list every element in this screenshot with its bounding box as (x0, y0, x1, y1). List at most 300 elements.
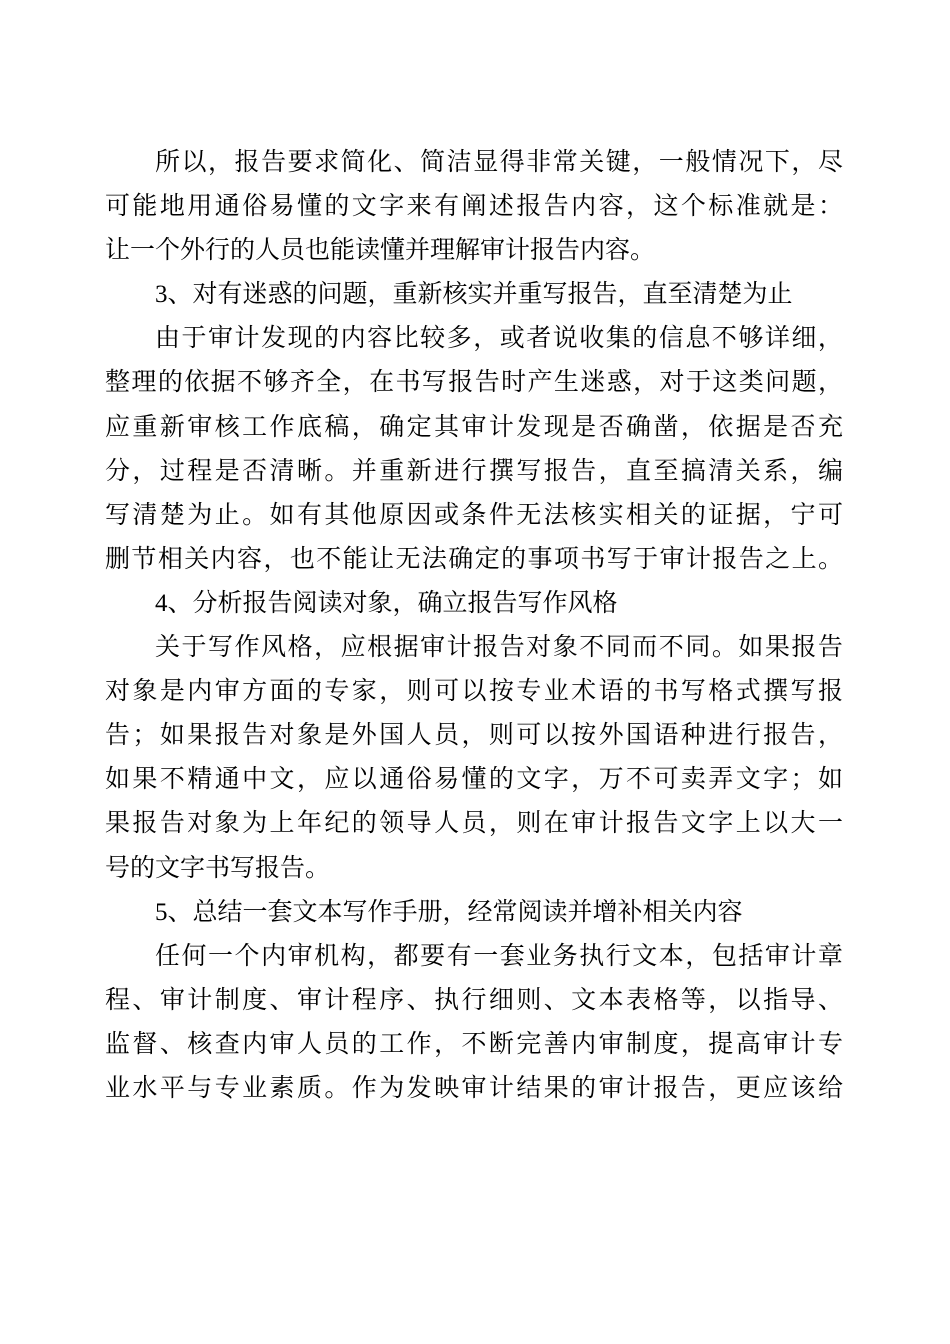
text-char: 对 (105, 678, 131, 706)
text-char: 果 (105, 810, 131, 838)
text-char: 字 (379, 193, 405, 221)
text-char: 行 (461, 457, 487, 485)
text-char: ： (817, 193, 843, 221)
text-char: 弄 (708, 766, 734, 794)
text-char: 告 (159, 810, 185, 838)
text-char: 员 (461, 810, 487, 838)
text-char: ， (571, 766, 597, 794)
text-char: 为 (187, 501, 213, 529)
text-char: 内 (242, 1030, 268, 1058)
text-char: 据 (393, 634, 419, 662)
text-char: 行 (605, 942, 631, 970)
text-char: 告 (790, 722, 816, 750)
text-char: 指 (763, 986, 789, 1014)
text-char: 问 (765, 369, 791, 397)
text-char: 审 (269, 1030, 295, 1058)
text-char: 发 (261, 325, 287, 353)
text-char: 导 (406, 810, 432, 838)
text-char: 年 (296, 810, 322, 838)
text-char: 提 (708, 1030, 734, 1058)
text-char: ， (817, 325, 843, 353)
text-char: 的 (324, 193, 350, 221)
text-char: 根 (367, 634, 393, 662)
text-char: 按 (571, 722, 597, 750)
text-char: 书 (653, 678, 679, 706)
text-char: 何 (181, 942, 207, 970)
text-char: 写 (606, 545, 632, 573)
text-char: 依 (708, 413, 734, 441)
text-char: 审 (461, 413, 487, 441)
text-char: ， (351, 413, 377, 441)
text-char: 。 (324, 1074, 350, 1102)
text-char: ， (763, 501, 789, 529)
text-char: 凿 (653, 413, 679, 441)
text-char: 告 (543, 193, 569, 221)
text-char: 书 (580, 545, 606, 573)
text-char: 细 (488, 986, 514, 1014)
text-char: 该 (790, 1074, 816, 1102)
text-char: 在 (543, 810, 569, 838)
text-char: ， (632, 149, 658, 176)
text-char: 计 (626, 1074, 652, 1102)
text-char: 俗 (406, 766, 432, 794)
text-char: 的 (157, 369, 183, 397)
text-char: 情 (711, 149, 737, 176)
text-char: 说 (552, 325, 578, 353)
text-char: 素 (269, 1074, 295, 1102)
text-char: ， (342, 369, 368, 397)
text-char: 在 (369, 369, 395, 397)
text-char: 括 (738, 942, 764, 970)
text-char: 果 (187, 722, 213, 750)
text-char: 工 (379, 1030, 405, 1058)
text-char: 审 (461, 1074, 487, 1102)
text-char: 为 (379, 1074, 405, 1102)
text-char: 据 (210, 369, 236, 397)
text-char: 于 (181, 634, 207, 662)
text-char: ， (208, 149, 234, 176)
text-char: ， (296, 766, 322, 794)
text-char: 并 (351, 457, 377, 485)
text-char: 内 (210, 545, 236, 573)
text-char: 内 (261, 942, 287, 970)
text-char: 让 (369, 545, 395, 573)
text-char: 果 (132, 766, 158, 794)
text-char: 准 (735, 193, 761, 221)
text-line (105, 802, 843, 846)
text-char: 执 (579, 942, 605, 970)
text-char: ， (708, 986, 734, 1014)
text-char: 本 (598, 986, 624, 1014)
text-char: 断 (488, 1030, 514, 1058)
text-char: 整 (105, 369, 131, 397)
text-char: 有 (446, 942, 472, 970)
text-char: 写 (421, 369, 447, 397)
text-char: 更 (735, 1074, 761, 1102)
text-line (105, 406, 843, 450)
text-char: 宁 (790, 501, 816, 529)
text-char: ， (790, 457, 816, 485)
text-char: 清 (132, 501, 158, 529)
text-char: 化 (367, 149, 393, 176)
text-char: 一 (473, 942, 499, 970)
text-char: 至 (653, 457, 679, 485)
text-char: ， (379, 678, 405, 706)
text-char: ， (633, 369, 659, 397)
text-char: 国 (379, 722, 405, 750)
text-char: 家 (351, 678, 377, 706)
text-char: 告 (105, 722, 131, 750)
text-char: 晰 (296, 457, 322, 485)
text-char: 查 (214, 1030, 240, 1058)
text-char: ， (461, 722, 487, 750)
text-char: 审 (208, 325, 234, 353)
text-char: 。 (324, 457, 350, 485)
text-line (105, 1067, 843, 1111)
text-char: 完 (516, 1030, 542, 1058)
text-char: 审 (764, 942, 790, 970)
text-char: 员 (434, 722, 460, 750)
document-body (105, 141, 843, 1111)
text-char: 不 (461, 1030, 487, 1058)
text-char: 文 (735, 766, 761, 794)
text-char: 可 (817, 501, 843, 529)
text-char: 的 (632, 325, 658, 353)
text-char: 重 (379, 457, 405, 485)
text-char: 阐 (461, 193, 487, 221)
text-char: 清 (269, 457, 295, 485)
text-char: 得 (499, 149, 525, 176)
text-char: 给 (817, 1074, 843, 1102)
text-char: 报 (712, 545, 738, 573)
text-char: 专 (324, 678, 350, 706)
text-char: 、 (269, 986, 295, 1014)
text-line (105, 758, 843, 802)
text-char: 楚 (159, 501, 185, 529)
text-char: 应 (324, 766, 350, 794)
text-char: 工 (242, 413, 268, 441)
text-char: 计 (187, 986, 213, 1014)
text-char: 国 (626, 722, 652, 750)
text-char: 据 (735, 413, 761, 441)
text-char: 不 (316, 545, 342, 573)
text-char: 易 (269, 193, 295, 221)
text-char: 新 (159, 413, 185, 441)
text-char: 专 (214, 1074, 240, 1102)
text-char: 由 (155, 325, 181, 353)
text-char: 语 (653, 722, 679, 750)
text-char: 惑 (606, 369, 632, 397)
text-char: ， (791, 149, 817, 176)
text-char: 务 (552, 942, 578, 970)
text-char: 报 (132, 810, 158, 838)
text-line (105, 979, 843, 1023)
text-char: 易 (434, 766, 460, 794)
text-char: 员 (324, 1030, 350, 1058)
text-char: 法 (421, 545, 447, 573)
text-char: 报 (234, 149, 260, 176)
text-char: 作 (269, 413, 295, 441)
text-char: 上 (791, 545, 817, 573)
text-char: 之 (765, 545, 791, 573)
text-char: 是 (324, 722, 350, 750)
text-char: 人 (434, 810, 460, 838)
text-char: 人 (296, 1030, 322, 1058)
text-char: 象 (132, 678, 158, 706)
text-char: 业 (543, 678, 569, 706)
text-char: 计 (685, 545, 711, 573)
text-char: 所 (155, 149, 181, 176)
text-char: 息 (685, 325, 711, 353)
text-char: 相 (157, 545, 183, 573)
text-char: 对 (187, 810, 213, 838)
text-char: 齐 (289, 369, 315, 397)
text-char: 写 (790, 678, 816, 706)
text-char: 。 (711, 634, 737, 662)
text-char: 书 (395, 369, 421, 397)
text-char: 节 (131, 545, 157, 573)
text-char: 文 (351, 193, 377, 221)
text-char: 行 (461, 986, 487, 1014)
text-line (105, 670, 843, 714)
text-char: 的 (680, 501, 706, 529)
text-char: 序 (379, 986, 405, 1014)
text-char: 告 (499, 634, 525, 662)
text-char: 懂 (461, 766, 487, 794)
text-char: 计 (790, 1030, 816, 1058)
text-char: 重 (132, 413, 158, 441)
text-char: 包 (711, 942, 737, 970)
text-char: 其 (434, 413, 460, 441)
text-char: 集 (605, 325, 631, 353)
text-char: 报 (791, 634, 817, 662)
text-char: 多 (446, 325, 472, 353)
text-char: 进 (434, 457, 460, 485)
text-char: 以 (461, 678, 487, 706)
text-char: 则 (488, 722, 514, 750)
text-char: 则 (516, 810, 542, 838)
text-char: 清 (708, 457, 734, 485)
text-char: 直 (626, 457, 652, 485)
text-char: 象 (296, 722, 322, 750)
text-char: 业 (242, 1074, 268, 1102)
text-char: 信 (658, 325, 684, 353)
text-char: 关 (155, 634, 181, 662)
text-char: 这 (653, 193, 679, 221)
text-char: 因 (406, 501, 432, 529)
text-char: 不 (711, 325, 737, 353)
text-char: ， (434, 1030, 460, 1058)
text-char: 删 (105, 545, 131, 573)
text-char: 。 (242, 501, 268, 529)
text-char: 定 (474, 545, 500, 573)
text-char: 懂 (296, 193, 322, 221)
text-char: 迷 (580, 369, 606, 397)
text-char: 来 (406, 193, 432, 221)
text-char: 稿 (324, 413, 350, 441)
text-char: ， (817, 369, 843, 397)
text-char: ； (790, 766, 816, 794)
text-char: 计 (488, 1074, 514, 1102)
text-char: 如 (159, 722, 185, 750)
text-char: 底 (296, 413, 322, 441)
text-char: 业 (526, 942, 552, 970)
text-char: ， (473, 325, 499, 353)
text-char: 有 (296, 501, 322, 529)
text-char: 据 (735, 501, 761, 529)
text-char: 术 (571, 678, 597, 706)
text-char: 或 (499, 325, 525, 353)
text-char: 告 (474, 369, 500, 397)
text-char: 产 (527, 369, 553, 397)
text-char: 核 (571, 501, 597, 529)
text-char: 告 (571, 457, 597, 485)
text-char: 对 (269, 722, 295, 750)
text-char: 现 (287, 325, 313, 353)
text-char: 构 (340, 942, 366, 970)
text-char: 的 (488, 766, 514, 794)
text-char: 善 (543, 1030, 569, 1058)
text-char: ， (685, 942, 711, 970)
text-line: 3、对有迷惑的问题，重新核实并重写报告，直至清楚为止 (155, 281, 793, 309)
text-char: 全 (316, 369, 342, 397)
text-char: 程 (187, 457, 213, 485)
text-char: 般 (685, 149, 711, 176)
text-char: 收 (579, 325, 605, 353)
text-char: 关 (184, 545, 210, 573)
text-char: 对 (526, 634, 552, 662)
text-char: 水 (132, 1074, 158, 1102)
text-char: 方 (242, 678, 268, 706)
text-char: 审 (763, 1030, 789, 1058)
text-char: ， (488, 810, 514, 838)
text-char: 项 (553, 545, 579, 573)
text-char: 按 (488, 678, 514, 706)
text-char: 监 (105, 1030, 131, 1058)
text-char: 可 (653, 766, 679, 794)
text-char: 报 (214, 722, 240, 750)
text-char: 其 (324, 501, 350, 529)
text-char: 报 (653, 1074, 679, 1102)
text-char: 一 (817, 810, 843, 838)
text-char: 对 (659, 369, 685, 397)
text-char: 外 (598, 722, 624, 750)
text-line: 4、分析报告阅读对象，确立报告写作风格 (155, 589, 618, 617)
text-line: 号的文字书写报告。 (105, 854, 331, 882)
text-char: 与 (187, 1074, 213, 1102)
text-char: 内 (340, 325, 366, 353)
text-char: 审 (214, 678, 240, 706)
text-char: 计 (791, 942, 817, 970)
text-char: 计 (324, 986, 350, 1014)
text-char: 审 (598, 1074, 624, 1102)
text-char: 格 (287, 634, 313, 662)
text-char: 告 (817, 634, 843, 662)
text-char: 专 (817, 1030, 843, 1058)
text-char: 的 (314, 325, 340, 353)
text-char: 况 (738, 149, 764, 176)
text-char: 常 (552, 149, 578, 176)
text-char: 能 (132, 193, 158, 221)
text-char: 语 (598, 678, 624, 706)
text-char: 是 (571, 413, 597, 441)
text-char: 告 (653, 810, 679, 838)
text-char: 止 (214, 501, 240, 529)
text-char: 纪 (324, 810, 350, 838)
text-char: 作 (351, 1074, 377, 1102)
text-char: 的 (501, 545, 527, 573)
text-char: 确 (626, 413, 652, 441)
text-char: 报 (626, 810, 652, 838)
text-char: 告 (738, 545, 764, 573)
text-char: 进 (708, 722, 734, 750)
text-char: 审 (420, 634, 446, 662)
text-char: 通 (379, 766, 405, 794)
text-char: ， (680, 413, 706, 441)
text-char: 以 (181, 149, 207, 176)
text-char: 行 (735, 722, 761, 750)
text-char: 、 (132, 986, 158, 1014)
text-char: 相 (626, 501, 652, 529)
text-char: 较 (420, 325, 446, 353)
text-char: 而 (632, 634, 658, 662)
text-char: 是 (763, 413, 789, 441)
text-char: 确 (448, 545, 474, 573)
text-line (105, 538, 843, 582)
text-char: 则 (516, 986, 542, 1014)
text-char: 制 (626, 1030, 652, 1058)
text-char: 一 (658, 149, 684, 176)
text-char: ， (817, 722, 843, 750)
text-char: 表 (626, 986, 652, 1014)
text-char: 否 (790, 413, 816, 441)
text-char: ， (626, 193, 652, 221)
text-char: 生 (553, 369, 579, 397)
text-char: 如 (738, 634, 764, 662)
text-char: 新 (406, 457, 432, 485)
text-char: 是 (214, 457, 240, 485)
text-line (105, 494, 843, 538)
text-char: 洁 (446, 149, 472, 176)
text-char: 可 (434, 678, 460, 706)
text-char: 核 (214, 413, 240, 441)
text-char: 可 (105, 193, 131, 221)
text-char: 业 (105, 1074, 131, 1102)
text-char: 他 (351, 501, 377, 529)
text-char: 题 (791, 369, 817, 397)
text-char: 大 (790, 810, 816, 838)
text-line: 让一个外行的人员也能读懂并理解审计报告内容。 (105, 237, 656, 265)
text-char: 非 (526, 149, 552, 176)
text-char: 不 (237, 369, 263, 397)
text-char: ， (367, 942, 393, 970)
text-char: 要 (287, 149, 313, 176)
text-char: 一 (208, 942, 234, 970)
text-char: 充 (817, 413, 843, 441)
text-char: 够 (263, 369, 289, 397)
text-char: 章 (817, 942, 843, 970)
text-char: 计 (234, 325, 260, 353)
text-char: 搞 (680, 457, 706, 485)
text-char: 细 (791, 325, 817, 353)
text-char: 无 (395, 545, 421, 573)
text-char: 、 (159, 1030, 185, 1058)
text-char: 能 (342, 545, 368, 573)
text-char: 地 (159, 193, 185, 221)
text-char: 写 (680, 678, 706, 706)
text-char: 比 (393, 325, 419, 353)
text-char: 计 (446, 634, 472, 662)
